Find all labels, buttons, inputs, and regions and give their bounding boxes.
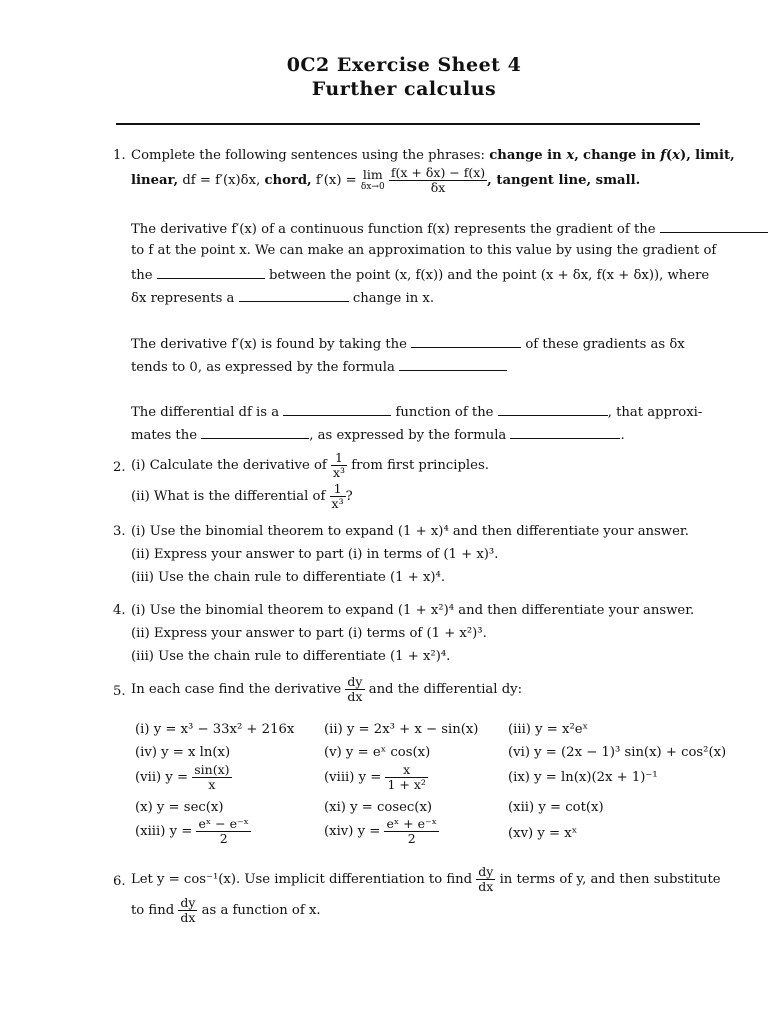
q1-p1-line2: to f at the point x. We can make an approximation to this value by using the gradient of [131, 243, 717, 258]
q1-number: 1. [113, 148, 126, 163]
q1-intro-text: Complete the following sentences using the phrases: [131, 148, 486, 163]
phrase-limit: limit, [695, 148, 735, 163]
phrase-linear: linear, [131, 173, 179, 188]
phrase-chord: chord, [264, 173, 312, 188]
q1-p2-line1: The derivative f′(x) is found by taking the of these gradients as δx [131, 333, 685, 354]
blank-1[interactable] [660, 218, 768, 233]
blank-6[interactable] [283, 401, 391, 416]
q2-part-ii: (ii) What is the differential of $\frac{1}{\text{x³}}$ ? [131, 481, 353, 511]
blank-2[interactable] [157, 264, 265, 279]
q3-part-i: (i) Use the binomial theorem to expand (1 + x)⁴ and then differentiate your answer. [131, 524, 689, 539]
blank-8[interactable] [201, 424, 309, 439]
q1-intro-line1 [131, 146, 735, 165]
q3-part-ii: (ii) Express your answer to part (i) in terms of (1 + x)³. [131, 547, 499, 562]
q1-intro-line2 [131, 166, 640, 195]
q5-item-xi: (xi) y = cosec(x) [324, 800, 433, 815]
q5-number: 5. [113, 684, 126, 699]
q5-item-xiv: (xiv) y = $\frac{\text{eˣ + e⁻ˣ}}{2}$ [324, 816, 437, 846]
blank-5[interactable] [399, 356, 507, 371]
q1-p3-line1: The differential df is a function of the , that approxi- [131, 401, 702, 422]
sheet-title: 0C2 Exercise Sheet 4 [286, 54, 522, 76]
q5-item-xiii: (xiii) y = $\frac{\text{eˣ − e⁻ˣ}}{2}$ [135, 816, 249, 846]
q5-item-ii: (ii) y = 2x³ + x − sin(x) [324, 722, 479, 737]
q1-p2-line2: tends to 0, as expressed by the formula [131, 356, 507, 377]
q1-p3-line2: mates the , as expressed by the formula . [131, 424, 625, 445]
q5-item-viii: (viii) y = $\frac{x}{\text{1 + x²}}$ [324, 762, 426, 792]
q5-intro: In each case find the derivative $\frac{dy}{dx}$ and the differential dy: [131, 674, 523, 704]
q3-part-iii: (iii) Use the chain rule to differentiate (1 + x)⁴. [131, 570, 446, 585]
q4-number: 4. [113, 603, 126, 618]
q1-p1-line4: δx represents a change in x. [131, 287, 434, 308]
phrase-df: df = f′(x)δx, [182, 173, 261, 188]
one-over-x-cubed: $\frac{1}{\text{x³}}$ [332, 450, 346, 480]
q5-item-vii: (vii) y = $\frac{\sin(x)}{x}$ [135, 762, 230, 792]
q6-line2: to find $\frac{dy}{dx}$ as a function of x. [131, 895, 321, 925]
blank-3[interactable] [239, 287, 349, 302]
q5-item-x: (x) y = sec(x) [135, 800, 224, 815]
phrase-change-in-fx: change in f(x), [583, 148, 691, 163]
q1-p1-line3: the between the point (x, f(x)) and the point (x + δx, f(x + δx)), where [131, 264, 709, 285]
blank-7[interactable] [498, 401, 608, 416]
dy-dx: $\frac{dy}{dx}$ [180, 895, 196, 925]
q5-item-xii: (xii) y = cot(x) [508, 800, 604, 815]
q5-item-v: (v) y = eˣ cos(x) [324, 745, 431, 760]
q5-item-iv: (iv) y = x ln(x) [135, 745, 231, 760]
q5-item-vi: (vi) y = (2x − 1)³ sin(x) + cos²(x) [508, 745, 727, 760]
q4-part-i: (i) Use the binomial theorem to expand (1 + x²)⁴ and then differentiate your answer. [131, 603, 695, 618]
phrase-tangent-small: , tangent line, small. [487, 173, 641, 188]
q6-line1: Let y = cos⁻¹(x). Use implicit differentiation to find $\frac{dy}{dx}$ in terms of y, and then substitute [131, 864, 721, 894]
limit-operator: lim δx→0 [360, 166, 385, 192]
blank-4[interactable] [411, 333, 521, 348]
q4-part-iii: (iii) Use the chain rule to differentiate (1 + x²)⁴. [131, 649, 451, 664]
q2-number: 2. [113, 460, 126, 475]
q5-item-ix: (ix) y = ln(x)(2x + 1)⁻¹ [508, 770, 658, 785]
q5-item-iii: (iii) y = x²eˣ [508, 722, 589, 737]
sheet-subtitle: Further calculus [311, 78, 497, 100]
q6-number: 6. [113, 874, 126, 889]
difference-quotient: $\frac{f(x + \delta x) - f(x)}{\delta x}$ [390, 165, 486, 195]
dy-dx: $\frac{dy}{dx}$ [478, 864, 494, 894]
q1-p1-line1: The derivative f′(x) of a continuous function f(x) represents the gradient of the [131, 218, 768, 239]
q3-number: 3. [113, 524, 126, 539]
q5-item-i: (i) y = x³ − 33x² + 216x [135, 722, 295, 737]
one-over-x-cubed: $\frac{1}{\text{x³}}$ [331, 481, 344, 511]
title-rule [116, 123, 700, 125]
q5-item-xv: (xv) y = xˣ [508, 826, 578, 841]
q4-part-ii: (ii) Express your answer to part (i) terms of (1 + x²)³. [131, 626, 487, 641]
phrase-fprime: f′(x) = [315, 173, 357, 188]
blank-9[interactable] [510, 424, 620, 439]
q2-part-i: (i) Calculate the derivative of $\frac{1}{\text{x³}}$ from first principles. [131, 450, 489, 480]
phrase-change-in-x: change in x, [489, 148, 579, 163]
dy-dx: $\frac{dy}{dx}$ [347, 674, 363, 704]
